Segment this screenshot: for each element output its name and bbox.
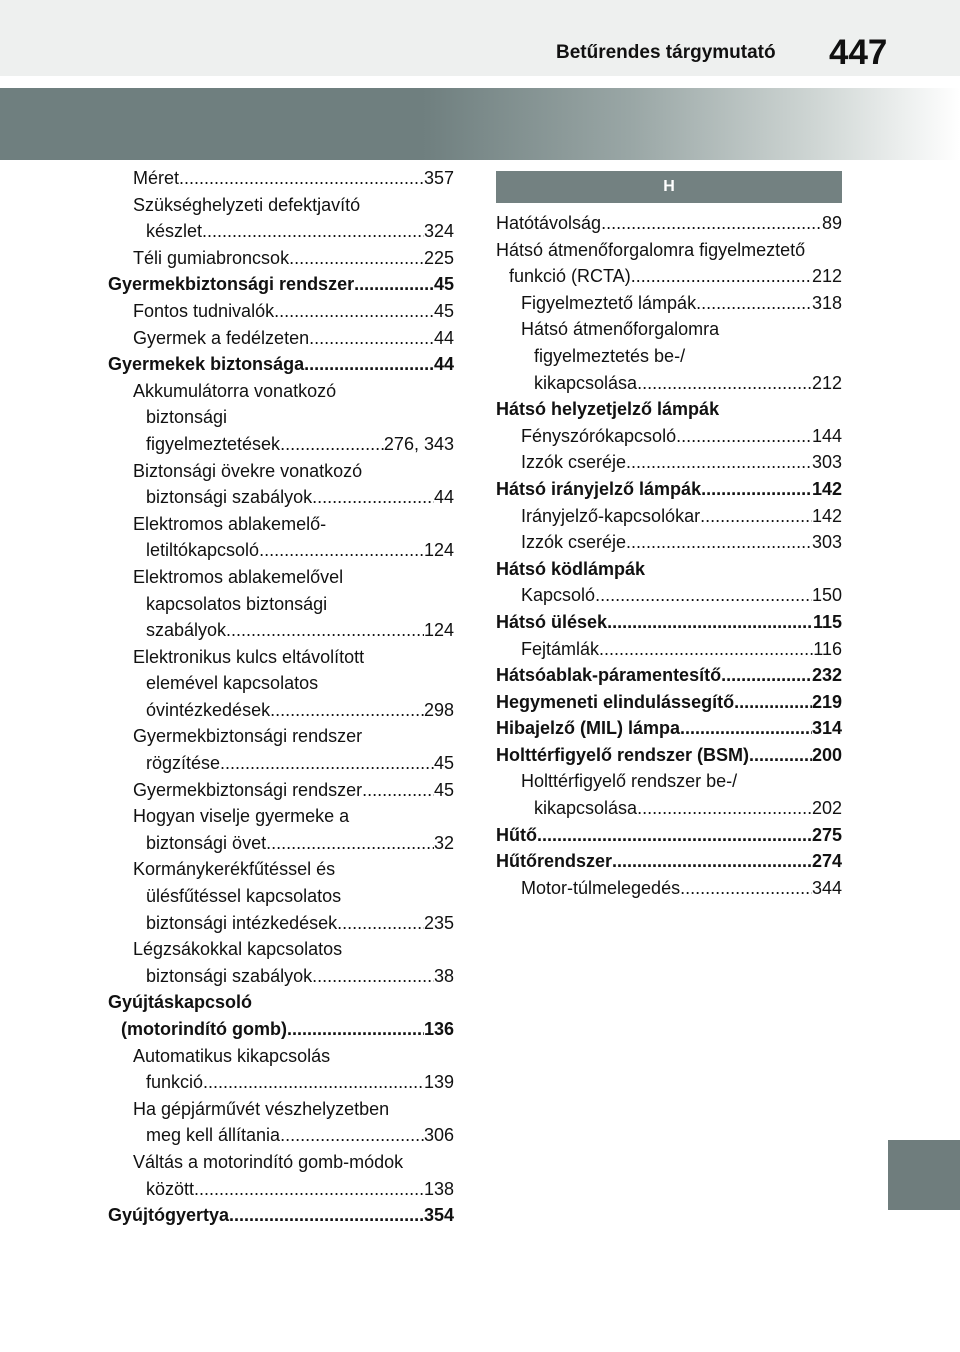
dot-leader [734, 689, 812, 716]
index-entry-text: kapcsolatos biztonsági [146, 593, 328, 614]
index-entry [108, 458, 454, 511]
index-entry [496, 396, 842, 423]
index-entry [496, 636, 842, 663]
letter-header: H [496, 171, 842, 203]
index-entry-text: Méret [133, 168, 180, 188]
index-entry [496, 449, 842, 476]
index-entry-text: Fényszórókapcsoló [521, 425, 677, 446]
dot-leader [696, 290, 812, 317]
page-reference: 45 [433, 753, 454, 774]
page-reference: 44 [433, 354, 454, 375]
page-reference: 44 [433, 327, 454, 348]
dot-leader [274, 298, 434, 325]
index-entry-text: biztonsági szabályok [146, 965, 313, 986]
index-entry [108, 245, 454, 272]
index-entry-text: Váltás a motorindító gomb-módok [133, 1151, 404, 1172]
index-entry-text: Motor-túlmelegedés [521, 877, 681, 898]
page-reference: 232 [811, 665, 842, 686]
index-entry [108, 936, 454, 989]
index-entry [496, 476, 842, 503]
index-entry [108, 1202, 454, 1229]
index-entry [108, 1149, 454, 1202]
dot-leader [676, 423, 812, 450]
index-entry-text: biztonsági övet [146, 832, 267, 853]
index-entry-text: óvintézkedések [146, 699, 271, 720]
index-entry [108, 1096, 454, 1149]
page-reference: 298 [423, 699, 454, 720]
dot-leader [354, 271, 434, 298]
dot-leader [226, 617, 424, 644]
index-entry-text: biztonsági intézkedések [146, 912, 338, 933]
page-reference: 200 [811, 744, 842, 765]
index-entry [108, 723, 454, 776]
index-entry-text: Hibajelző (MIL) lámpa [496, 718, 681, 739]
dot-leader [270, 697, 424, 724]
chapter-banner [0, 88, 960, 160]
index-entry [108, 378, 454, 458]
index-entry [496, 582, 842, 609]
index-entry-text: Automatikus kikapcsolás [133, 1045, 331, 1066]
index-entry-text: Gyermekbiztonsági rendszer [108, 274, 355, 295]
index-entry [496, 742, 842, 769]
index-entry [108, 192, 454, 245]
index-entry-text: Gyermekbiztonsági rendszer [133, 726, 363, 747]
dot-leader [637, 370, 812, 397]
page-reference: 38 [433, 965, 454, 986]
index-entry-text: Fontos tudnivalók [133, 300, 275, 321]
index-entry-text: Akkumulátorra vonatkozó [133, 380, 337, 401]
index-entry [496, 609, 842, 636]
dot-leader [220, 750, 434, 777]
index-entry-text: Kormánykerékfűtéssel és [133, 859, 336, 880]
index-entry-text: kikapcsolása [534, 798, 638, 819]
index-entry-text: funkció [146, 1072, 204, 1093]
dot-leader [680, 875, 812, 902]
page-reference: 136 [423, 1019, 454, 1039]
index-entry-text: Izzók cseréje [521, 532, 627, 553]
dot-leader [287, 1016, 424, 1043]
index-entry-text: Izzók cseréje [521, 452, 627, 473]
index-entry-text: Hátsó helyzetjelző lámpák [496, 399, 720, 420]
page-reference: 324 [423, 221, 454, 242]
dot-leader [280, 431, 384, 458]
index-entry [496, 556, 842, 583]
dot-leader [203, 1069, 424, 1096]
index-entry-text: (motorindító gomb) [121, 1019, 287, 1039]
index-entry-text: készlet [146, 221, 203, 242]
page-reference: 116 [813, 638, 842, 659]
index-entry [496, 848, 842, 875]
index-entry-text: biztonsági [146, 407, 228, 428]
page-reference: 142 [811, 478, 842, 499]
page-number: 447 [829, 33, 888, 72]
page-reference: 219 [811, 691, 842, 712]
dot-leader [637, 795, 812, 822]
dot-leader [280, 1122, 424, 1149]
index-entry-text: Hűtő [496, 824, 537, 845]
index-entry-text: Hátsó átmenőforgalomra [521, 319, 720, 340]
dot-leader [626, 529, 812, 556]
dot-leader [607, 609, 813, 636]
index-entry-text: elemével kapcsolatos [146, 673, 319, 694]
index-entry-text: szabályok [146, 620, 227, 641]
page-reference: 306 [423, 1125, 454, 1146]
dot-leader [612, 848, 812, 875]
dot-leader [680, 715, 812, 742]
index-entry-text: kikapcsolása [534, 372, 638, 393]
index-entry-text: Gyermekek biztonsága [108, 354, 305, 375]
dot-leader [749, 742, 812, 769]
index-entry [108, 777, 454, 804]
page-reference: 45 [433, 274, 454, 295]
dot-leader [631, 263, 812, 290]
page-reference: 235 [423, 912, 454, 933]
index-entry [496, 768, 842, 821]
index-entry-text: Hogyan viselje gyermeke a [133, 806, 350, 827]
index-entry-text: Holttérfigyelő rendszer be-/ [521, 771, 738, 792]
dot-leader [721, 662, 812, 689]
index-column-left [108, 165, 454, 1229]
page-reference: 303 [811, 452, 842, 473]
page-reference: 354 [423, 1205, 454, 1226]
index-entry [496, 423, 842, 450]
index-entry-text: Hatótávolság [496, 213, 602, 233]
index-entry [496, 689, 842, 716]
index-entry [496, 316, 842, 396]
page-reference: 225 [423, 247, 454, 268]
dot-leader [229, 1202, 424, 1229]
index-entry-text: Kapcsoló [521, 585, 596, 606]
index-entry-text: Téli gumiabroncsok [133, 247, 290, 268]
index-entry-text: Figyelmeztető lámpák [521, 292, 697, 313]
dot-leader [595, 582, 812, 609]
page-reference: 276, 343 [383, 433, 454, 454]
index-entry [108, 989, 454, 1042]
page-reference: 275 [811, 824, 842, 845]
index-entry [108, 803, 454, 856]
page-reference: 150 [811, 585, 842, 606]
dot-leader [599, 636, 813, 663]
page-reference: 45 [433, 300, 454, 321]
index-entry-text: Légzsákokkal kapcsolatos [133, 939, 343, 960]
index-entry-text: ülésfűtéssel kapcsolatos [146, 886, 342, 907]
dot-leader [194, 1176, 424, 1203]
index-entry [108, 271, 454, 298]
index-entry-text: Hegymeneti elindulássegítő [496, 691, 735, 712]
page-reference: 344 [811, 877, 842, 898]
section-title: Betűrendes tárgymutató [556, 42, 776, 63]
page-reference: 115 [812, 611, 842, 632]
index-entry-text: meg kell állítania [146, 1125, 281, 1146]
index-entry-text: figyelmeztetések [146, 433, 281, 454]
index-entry-text: Gyújtáskapcsoló [108, 992, 253, 1013]
dot-leader [266, 830, 434, 857]
page-reference: 138 [423, 1178, 454, 1199]
dot-leader [179, 165, 424, 192]
side-tab [888, 1140, 960, 1210]
index-entry [496, 822, 842, 849]
index-entry [496, 503, 842, 530]
index-entry [108, 644, 454, 724]
page-reference: 314 [811, 718, 842, 739]
index-entry-text: Hűtőrendszer [496, 851, 613, 872]
index-entry-text: Gyermekbiztonsági rendszer [133, 779, 363, 800]
index-entry-text: között [146, 1178, 195, 1199]
index-entry-text: Hátsó irányjelző lámpák [496, 478, 702, 499]
index-entry-text: Szükséghelyzeti defektjavító [133, 194, 361, 215]
dot-leader [537, 822, 812, 849]
index-entry-text: rögzítése [146, 753, 221, 774]
index-entry-text: Fejtámlák [521, 638, 600, 659]
index-entry [496, 210, 842, 237]
index-entry-text: Biztonsági övekre vonatkozó [133, 460, 363, 481]
index-entry-text: funkció (RCTA) [509, 266, 631, 287]
index-entry [108, 351, 454, 378]
index-entry-text: Irányjelző-kapcsolókar [521, 505, 701, 526]
page-reference: 318 [811, 292, 842, 313]
dot-leader [700, 503, 812, 530]
page-reference: 212 [811, 372, 842, 393]
page-reference: 274 [811, 851, 842, 872]
index-entry [108, 564, 454, 644]
index-entry [496, 715, 842, 742]
index-entry-text: Holttérfigyelő rendszer (BSM) [496, 744, 750, 765]
page-reference: 142 [811, 505, 842, 526]
index-entry-text: figyelmeztetés be-/ [534, 345, 686, 366]
index-entry-text: Hátsóablak-páramentesítő [496, 665, 722, 686]
page-reference: 124 [423, 620, 454, 641]
index-entry-text: Elektromos ablakemelő- [133, 513, 327, 534]
page-reference: 89 [821, 213, 842, 233]
index-entry-text: Elektronikus kulcs eltávolított [133, 646, 365, 667]
dot-leader [337, 910, 424, 937]
index-entry [108, 325, 454, 352]
page-reference: 144 [811, 425, 842, 446]
index-entry-text: Ha gépjárművét vészhelyzetben [133, 1098, 390, 1119]
page-reference: 357 [423, 168, 454, 188]
index-entry [496, 529, 842, 556]
page-reference: 32 [433, 832, 454, 853]
dot-leader [312, 484, 434, 511]
page-reference: 139 [423, 1072, 454, 1093]
index-entry-text: Gyermek a fedélzeten [133, 327, 310, 348]
dot-leader [289, 245, 424, 272]
index-entry [108, 298, 454, 325]
dot-leader [312, 963, 434, 990]
index-entry [496, 662, 842, 689]
index-entry-text: Hátsó ülések [496, 611, 608, 632]
dot-leader [309, 325, 434, 352]
page-reference: 45 [433, 779, 454, 800]
index-entry [108, 511, 454, 564]
page-reference: 202 [811, 798, 842, 819]
dot-leader [202, 218, 424, 245]
index-entry-text: Hátsó átmenőforgalomra figyelmeztető [496, 239, 806, 260]
index-entry [108, 165, 454, 192]
dot-leader [626, 449, 812, 476]
index-entry-text: letiltókapcsoló [146, 540, 260, 561]
page-reference: 44 [433, 487, 454, 508]
index-entry-text: Gyújtógyertya [108, 1205, 230, 1226]
dot-leader [304, 351, 434, 378]
dot-leader [259, 537, 424, 564]
page-reference: 124 [423, 540, 454, 561]
index-entry [496, 237, 842, 290]
index-entry-text: Elektromos ablakemelővel [133, 566, 344, 587]
index-entry-text: biztonsági szabályok [146, 487, 313, 508]
page-reference: 212 [811, 266, 842, 287]
index-column-right [496, 171, 842, 901]
index-entry [108, 856, 454, 936]
index-entry-text: Hátsó ködlámpák [496, 558, 646, 579]
index-entry [496, 290, 842, 317]
dot-leader [362, 777, 434, 804]
page-reference: 303 [811, 532, 842, 553]
index-entry [496, 875, 842, 902]
dot-leader [701, 476, 812, 503]
header-bar [0, 0, 960, 76]
index-entry [108, 1043, 454, 1096]
dot-leader [601, 210, 822, 237]
